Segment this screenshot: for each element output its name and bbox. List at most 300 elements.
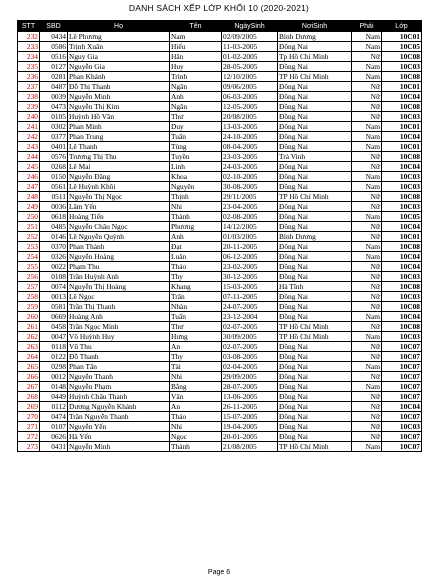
cell-stt: 242 xyxy=(18,132,40,142)
cell-sbd: 0074 xyxy=(40,282,68,292)
cell-sbd: 0473 xyxy=(40,102,68,112)
cell-ngaysinh: 12/10/2005 xyxy=(222,72,278,82)
cell-ten: Nhàn xyxy=(170,302,222,312)
cell-noisinh: Đồng Nai xyxy=(278,122,352,132)
cell-lop: 10C07 xyxy=(382,442,422,452)
column-header-phai: Phái xyxy=(352,21,382,32)
cell-noisinh: Đồng Nai xyxy=(278,262,352,272)
cell-phai: Nữ xyxy=(352,422,382,432)
cell-phai: Nữ xyxy=(352,282,382,292)
table-row xyxy=(18,222,422,232)
cell-ten: Thành xyxy=(170,212,222,222)
cell-sbd: 0370 xyxy=(40,242,68,252)
cell-noisinh: Đồng Nai xyxy=(278,362,352,372)
cell-phai: Nữ xyxy=(352,262,382,272)
cell-noisinh: Hà Tĩnh xyxy=(278,282,352,292)
cell-lop: 10C07 xyxy=(382,342,422,352)
table-row xyxy=(18,62,422,72)
cell-lop: 10C03 xyxy=(382,422,422,432)
cell-noisinh: Đồng Nai xyxy=(278,172,352,182)
cell-ngaysinh: 19-04-2005 xyxy=(222,422,278,432)
cell-ngaysinh: 24-07-2005 xyxy=(222,302,278,312)
cell-sbd: 0047 xyxy=(40,332,68,342)
table-row xyxy=(18,302,422,312)
cell-sbd: 0581 xyxy=(40,302,68,312)
cell-stt: 239 xyxy=(18,102,40,112)
cell-lop: 10C07 xyxy=(382,352,422,362)
table-row xyxy=(18,402,422,412)
student-class-table xyxy=(17,20,422,452)
cell-ten: Đạt xyxy=(170,242,222,252)
cell-ho: Trương Thị Thu xyxy=(68,152,170,162)
cell-stt: 244 xyxy=(18,152,40,162)
page-number: Page 6 xyxy=(207,569,231,576)
cell-ngaysinh: 15-03-2005 xyxy=(222,282,278,292)
cell-noisinh: Đồng Nai xyxy=(278,422,352,432)
cell-ten: Bằng xyxy=(170,382,222,392)
table-row xyxy=(18,182,422,192)
cell-sbd: 0022 xyxy=(40,262,68,272)
cell-ho: Hoàng Tiến xyxy=(68,212,170,222)
table-row xyxy=(18,352,422,362)
cell-ho: Võ Huỳnh Huy xyxy=(68,332,170,342)
table-row xyxy=(18,252,422,262)
cell-stt: 268 xyxy=(18,392,40,402)
cell-noisinh: Đồng Nai xyxy=(278,202,352,212)
cell-phai: Nam xyxy=(352,332,382,342)
cell-ho: Trần Thị Thanh xyxy=(68,302,170,312)
cell-ho: Nguyễn Thị Kim xyxy=(68,102,170,112)
column-header-lop: Lớp xyxy=(382,21,422,32)
cell-noisinh: Đồng Nai xyxy=(278,432,352,442)
cell-ngaysinh: 01/03/2005 xyxy=(222,232,278,242)
cell-noisinh: Đồng Nai xyxy=(278,112,352,122)
cell-lop: 10C04 xyxy=(382,402,422,412)
cell-lop: 10C08 xyxy=(382,152,422,162)
table-row xyxy=(18,172,422,182)
cell-stt: 241 xyxy=(18,122,40,132)
cell-phai: Nam xyxy=(352,172,382,182)
table-row xyxy=(18,142,422,152)
cell-ngaysinh: 12-05-2005 xyxy=(222,102,278,112)
cell-ngaysinh: 30-08-2005 xyxy=(222,182,278,192)
table-row xyxy=(18,362,422,372)
cell-phai: Nam xyxy=(352,252,382,262)
cell-ten: Tài xyxy=(170,362,222,372)
cell-sbd: 0561 xyxy=(40,182,68,192)
table-row xyxy=(18,262,422,272)
cell-ho: Vũ Thu xyxy=(68,342,170,352)
table-row xyxy=(18,382,422,392)
cell-lop: 10C04 xyxy=(382,132,422,142)
cell-lop: 10C03 xyxy=(382,292,422,302)
cell-lop: 10C03 xyxy=(382,332,422,342)
cell-lop: 10C04 xyxy=(382,312,422,322)
cell-lop: 10C05 xyxy=(382,42,422,52)
cell-phai: Nữ xyxy=(352,92,382,102)
cell-phai: Nam xyxy=(352,182,382,192)
cell-stt: 252 xyxy=(18,232,40,242)
cell-lop: 10C08 xyxy=(382,302,422,312)
cell-ngaysinh: 06-12-2005 xyxy=(222,252,278,262)
cell-lop: 10C08 xyxy=(382,242,422,252)
cell-ho: Nguyễn Châu Ngọc xyxy=(68,222,170,232)
cell-noisinh: Bình Dương xyxy=(278,232,352,242)
cell-ten: Nguyên xyxy=(170,182,222,192)
cell-sbd: 0127 xyxy=(40,62,68,72)
cell-ho: Đỗ Thị Thanh xyxy=(68,82,170,92)
cell-lop: 10C03 xyxy=(382,202,422,212)
cell-lop: 10C03 xyxy=(382,112,422,122)
cell-ngaysinh: 15-07-2005 xyxy=(222,412,278,422)
cell-sbd: 0112 xyxy=(40,402,68,412)
cell-lop: 10C08 xyxy=(382,282,422,292)
cell-ho: Đỗ Thanh xyxy=(68,352,170,362)
cell-ho: Nguy Gia xyxy=(68,52,170,62)
cell-ngaysinh: 07-11-2005 xyxy=(222,292,278,302)
table-row xyxy=(18,212,422,222)
cell-lop: 10C01 xyxy=(382,82,422,92)
cell-stt: 263 xyxy=(18,342,40,352)
table-row xyxy=(18,82,422,92)
table-header-row xyxy=(18,21,422,32)
cell-ngaysinh: 13-03-2005 xyxy=(222,122,278,132)
cell-sbd: 0146 xyxy=(40,232,68,242)
cell-sbd: 0458 xyxy=(40,322,68,332)
table-row xyxy=(18,122,422,132)
cell-ho: Nguyễn Gia xyxy=(68,62,170,72)
cell-phai: Nữ xyxy=(352,372,382,382)
cell-stt: 270 xyxy=(18,412,40,422)
cell-ngaysinh: 06-03-2005 xyxy=(222,92,278,102)
cell-ho: Phan Tấn xyxy=(68,362,170,372)
cell-ten: Vân xyxy=(170,392,222,402)
cell-noisinh: Đồng Nai xyxy=(278,62,352,72)
cell-lop: 10C04 xyxy=(382,262,422,272)
cell-noisinh: Tp Hồ Chí Minh xyxy=(278,52,352,62)
cell-lop: 10C07 xyxy=(382,382,422,392)
cell-stt: 272 xyxy=(18,432,40,442)
cell-noisinh: Đồng Nai xyxy=(278,412,352,422)
cell-noisinh: Đồng Nai xyxy=(278,352,352,362)
cell-sbd: 0122 xyxy=(40,352,68,362)
cell-stt: 269 xyxy=(18,402,40,412)
cell-sbd: 0401 xyxy=(40,142,68,152)
cell-stt: 237 xyxy=(18,82,40,92)
cell-ho: Trần Ngọc Minh xyxy=(68,322,170,332)
table-row xyxy=(18,312,422,322)
cell-stt: 251 xyxy=(18,222,40,232)
cell-ngaysinh: 28-07-2005 xyxy=(222,382,278,392)
cell-phai: Nam xyxy=(352,212,382,222)
cell-ho: Phạm Thu xyxy=(68,262,170,272)
cell-sbd: 0431 xyxy=(40,442,68,452)
column-header-sbd: SBD xyxy=(40,21,68,32)
cell-ten: Thy xyxy=(170,272,222,282)
cell-ten: Khoa xyxy=(170,172,222,182)
cell-ho: Lê Huỳnh Khôi xyxy=(68,182,170,192)
cell-phai: Nữ xyxy=(352,322,382,332)
table-row xyxy=(18,432,422,442)
column-header-ten: Tên xyxy=(170,21,222,32)
cell-noisinh: Đồng Nai xyxy=(278,82,352,92)
cell-ten: Phương xyxy=(170,222,222,232)
cell-noisinh: Đồng Nai xyxy=(278,252,352,262)
cell-ngaysinh: 30-12-2005 xyxy=(222,272,278,282)
cell-stt: 240 xyxy=(18,112,40,122)
cell-noisinh: Đồng Nai xyxy=(278,392,352,402)
column-header-stt: STT xyxy=(18,21,40,32)
cell-ho: Nguyễn Thị Ngọc xyxy=(68,192,170,202)
cell-lop: 10C07 xyxy=(382,392,422,402)
cell-ho: Lê Phương xyxy=(68,32,170,42)
table-row xyxy=(18,52,422,62)
cell-phai: Nữ xyxy=(352,402,382,412)
table-row xyxy=(18,112,422,122)
cell-ngaysinh: 23-03-2005 xyxy=(222,152,278,162)
cell-noisinh: TP Hồ Chí Minh xyxy=(278,72,352,82)
cell-ten: Hân xyxy=(170,52,222,62)
cell-phai: Nữ xyxy=(352,82,382,92)
cell-stt: 249 xyxy=(18,202,40,212)
cell-lop: 10C07 xyxy=(382,362,422,372)
cell-stt: 246 xyxy=(18,172,40,182)
cell-ten: Anh xyxy=(170,92,222,102)
cell-ho: Phan Trung xyxy=(68,132,170,142)
cell-sbd: 0013 xyxy=(40,292,68,302)
cell-lop: 10C03 xyxy=(382,62,422,72)
cell-ten: Hưng xyxy=(170,332,222,342)
cell-stt: 253 xyxy=(18,242,40,252)
cell-sbd: 0586 xyxy=(40,42,68,52)
cell-ho: Nguyễn Minh xyxy=(68,442,170,452)
cell-phai: Nam xyxy=(352,62,382,72)
cell-stt: 261 xyxy=(18,322,40,332)
cell-noisinh: Đồng Nai xyxy=(278,102,352,112)
cell-ngaysinh: 02-04-2005 xyxy=(222,362,278,372)
cell-phai: Nữ xyxy=(352,292,382,302)
cell-ho: Trần Huỳnh Anh xyxy=(68,272,170,282)
cell-noisinh: Đồng Nai xyxy=(278,402,352,412)
cell-lop: 10C08 xyxy=(382,52,422,62)
cell-noisinh: TP Hồ Chí Minh xyxy=(278,322,352,332)
cell-phai: Nữ xyxy=(352,152,382,162)
cell-stt: 266 xyxy=(18,372,40,382)
table-row xyxy=(18,392,422,402)
cell-ten: Anh xyxy=(170,232,222,242)
cell-lop: 10C01 xyxy=(382,142,422,152)
cell-noisinh: Đồng Nai xyxy=(278,242,352,252)
cell-sbd: 0626 xyxy=(40,432,68,442)
table-row xyxy=(18,102,422,112)
cell-noisinh: Đồng Nai xyxy=(278,182,352,192)
cell-ngaysinh: 29/09/2005 xyxy=(222,372,278,382)
cell-ngaysinh: 03-08-2005 xyxy=(222,352,278,362)
cell-lop: 10C04 xyxy=(382,162,422,172)
cell-lop: 10C03 xyxy=(382,182,422,192)
cell-stt: 254 xyxy=(18,252,40,262)
table-row xyxy=(18,422,422,432)
cell-ten: Ngọc xyxy=(170,432,222,442)
cell-ten: An xyxy=(170,342,222,352)
cell-stt: 259 xyxy=(18,302,40,312)
cell-phai: Nam xyxy=(352,242,382,252)
cell-ngaysinh: 02-08-2005 xyxy=(222,212,278,222)
cell-noisinh: Đồng Nai xyxy=(278,342,352,352)
table-body xyxy=(18,32,422,452)
cell-ngaysinh: 23-02-2005 xyxy=(222,262,278,272)
cell-stt: 232 xyxy=(18,32,40,42)
cell-ngaysinh: 21/08/2005 xyxy=(222,442,278,452)
cell-noisinh: TP Hồ Chí Minh xyxy=(278,332,352,342)
cell-ngaysinh: 08-04-2005 xyxy=(222,142,278,152)
cell-stt: 234 xyxy=(18,52,40,62)
cell-noisinh: Đồng Nai xyxy=(278,272,352,282)
cell-sbd: 0108 xyxy=(40,272,68,282)
cell-ten: Trân xyxy=(170,292,222,302)
cell-sbd: 0377 xyxy=(40,132,68,142)
cell-sbd: 0118 xyxy=(40,342,68,352)
cell-sbd: 0449 xyxy=(40,392,68,402)
cell-sbd: 0281 xyxy=(40,72,68,82)
cell-sbd: 0039 xyxy=(40,92,68,102)
cell-ten: An xyxy=(170,402,222,412)
cell-ten: Tùng xyxy=(170,142,222,152)
cell-lop: 10C04 xyxy=(382,222,422,232)
cell-noisinh: Đồng Nai xyxy=(278,42,352,52)
cell-noisinh: Đồng Nai xyxy=(278,372,352,382)
cell-ho: Phan Minh xyxy=(68,122,170,132)
table-row xyxy=(18,32,422,42)
cell-ho: Nguyễn Hoàng xyxy=(68,252,170,262)
cell-stt: 235 xyxy=(18,62,40,72)
cell-ho: Huỳnh Châu Thanh xyxy=(68,392,170,402)
cell-ten: Huy xyxy=(170,62,222,72)
cell-ho: Dương Nguyễn Khánh xyxy=(68,402,170,412)
cell-ho: Trần Nguyễn Thanh xyxy=(68,412,170,422)
cell-phai: Nữ xyxy=(352,412,382,422)
table-row xyxy=(18,232,422,242)
cell-sbd: 0107 xyxy=(40,422,68,432)
cell-noisinh: Bình Dương xyxy=(278,32,352,42)
cell-noisinh: TP Hồ Chí Minh xyxy=(278,192,352,202)
cell-sbd: 0511 xyxy=(40,192,68,202)
cell-stt: 243 xyxy=(18,142,40,152)
cell-lop: 10C01 xyxy=(382,32,422,42)
cell-lop: 10C07 xyxy=(382,372,422,382)
cell-ngaysinh: 01-02-2005 xyxy=(222,52,278,62)
cell-stt: 248 xyxy=(18,192,40,202)
cell-lop: 10C08 xyxy=(382,322,422,332)
cell-ngaysinh: 11-03-2005 xyxy=(222,42,278,52)
cell-ngaysinh: 24-03-2005 xyxy=(222,162,278,172)
table-row xyxy=(18,272,422,282)
cell-sbd: 0485 xyxy=(40,222,68,232)
table-row xyxy=(18,42,422,52)
cell-ten: Linh xyxy=(170,162,222,172)
cell-ngaysinh: 20-11-2005 xyxy=(222,242,278,252)
cell-stt: 262 xyxy=(18,332,40,342)
cell-stt: 255 xyxy=(18,262,40,272)
cell-stt: 260 xyxy=(18,312,40,322)
cell-lop: 10C03 xyxy=(382,272,422,282)
table-row xyxy=(18,242,422,252)
cell-ten: Khang xyxy=(170,282,222,292)
cell-phai: Nam xyxy=(352,42,382,52)
cell-phai: Nữ xyxy=(352,222,382,232)
cell-phai: Nam xyxy=(352,312,382,322)
cell-ten: Thảo xyxy=(170,262,222,272)
cell-lop: 10C07 xyxy=(382,432,422,442)
cell-ngaysinh: 13-06-2005 xyxy=(222,392,278,402)
cell-ho: Lê Thanh xyxy=(68,142,170,152)
cell-ten: Thành xyxy=(170,442,222,452)
cell-sbd: 0012 xyxy=(40,372,68,382)
cell-phai: Nữ xyxy=(352,112,382,122)
cell-ho: Trịnh Xuân xyxy=(68,42,170,52)
cell-ho: Phan Thành xyxy=(68,242,170,252)
cell-stt: 271 xyxy=(18,422,40,432)
cell-ngaysinh: 02-07-2005 xyxy=(222,342,278,352)
cell-noisinh: Đồng Nai xyxy=(278,142,352,152)
table-row xyxy=(18,442,422,452)
cell-lop: 10C08 xyxy=(382,192,422,202)
cell-phai: Nam xyxy=(352,132,382,142)
cell-sbd: 0576 xyxy=(40,152,68,162)
cell-noisinh: Đồng Nai xyxy=(278,302,352,312)
cell-ho: Huỳnh Hồ Vân xyxy=(68,112,170,122)
cell-ten: Thảo xyxy=(170,412,222,422)
cell-ngaysinh: 23-12-2004 xyxy=(222,312,278,322)
cell-noisinh: Đồng Nai xyxy=(278,92,352,102)
cell-ho: Lê Nguyễn Quỳnh xyxy=(68,232,170,242)
cell-ten: Ngân xyxy=(170,82,222,92)
cell-noisinh: Đồng Nai xyxy=(278,212,352,222)
cell-phai: Nam xyxy=(352,442,382,452)
cell-ngaysinh: 29/11/2005 xyxy=(222,192,278,202)
table-row xyxy=(18,92,422,102)
cell-sbd: 0618 xyxy=(40,212,68,222)
cell-ho: Hà Yến xyxy=(68,432,170,442)
cell-phai: Nữ xyxy=(352,232,382,242)
cell-ten: Trình xyxy=(170,72,222,82)
cell-stt: 265 xyxy=(18,362,40,372)
cell-noisinh: Đồng Nai xyxy=(278,382,352,392)
cell-ten: Thư xyxy=(170,322,222,332)
cell-phai: Nam xyxy=(352,122,382,132)
cell-ten: Nam xyxy=(170,32,222,42)
table-row xyxy=(18,342,422,352)
cell-ho: Nguyễn Phạm xyxy=(68,382,170,392)
cell-stt: 238 xyxy=(18,92,40,102)
cell-lop: 10C01 xyxy=(382,232,422,242)
cell-noisinh: Đồng Nai xyxy=(278,292,352,302)
cell-ngaysinh: 24-10-2005 xyxy=(222,132,278,142)
table-row xyxy=(18,202,422,212)
cell-ho: Nguyễn Đăng xyxy=(68,172,170,182)
cell-sbd: 0302 xyxy=(40,122,68,132)
cell-ngaysinh: 14/12/2005 xyxy=(222,222,278,232)
cell-phai: Nữ xyxy=(352,352,382,362)
cell-ten: Thy xyxy=(170,352,222,362)
cell-lop: 10C04 xyxy=(382,252,422,262)
cell-noisinh: Đồng Nai xyxy=(278,162,352,172)
cell-ho: Nguyễn Thanh xyxy=(68,372,170,382)
cell-phai: Nữ xyxy=(352,432,382,442)
cell-lop: 10C08 xyxy=(382,72,422,82)
cell-stt: 256 xyxy=(18,272,40,282)
cell-phai: Nữ xyxy=(352,192,382,202)
